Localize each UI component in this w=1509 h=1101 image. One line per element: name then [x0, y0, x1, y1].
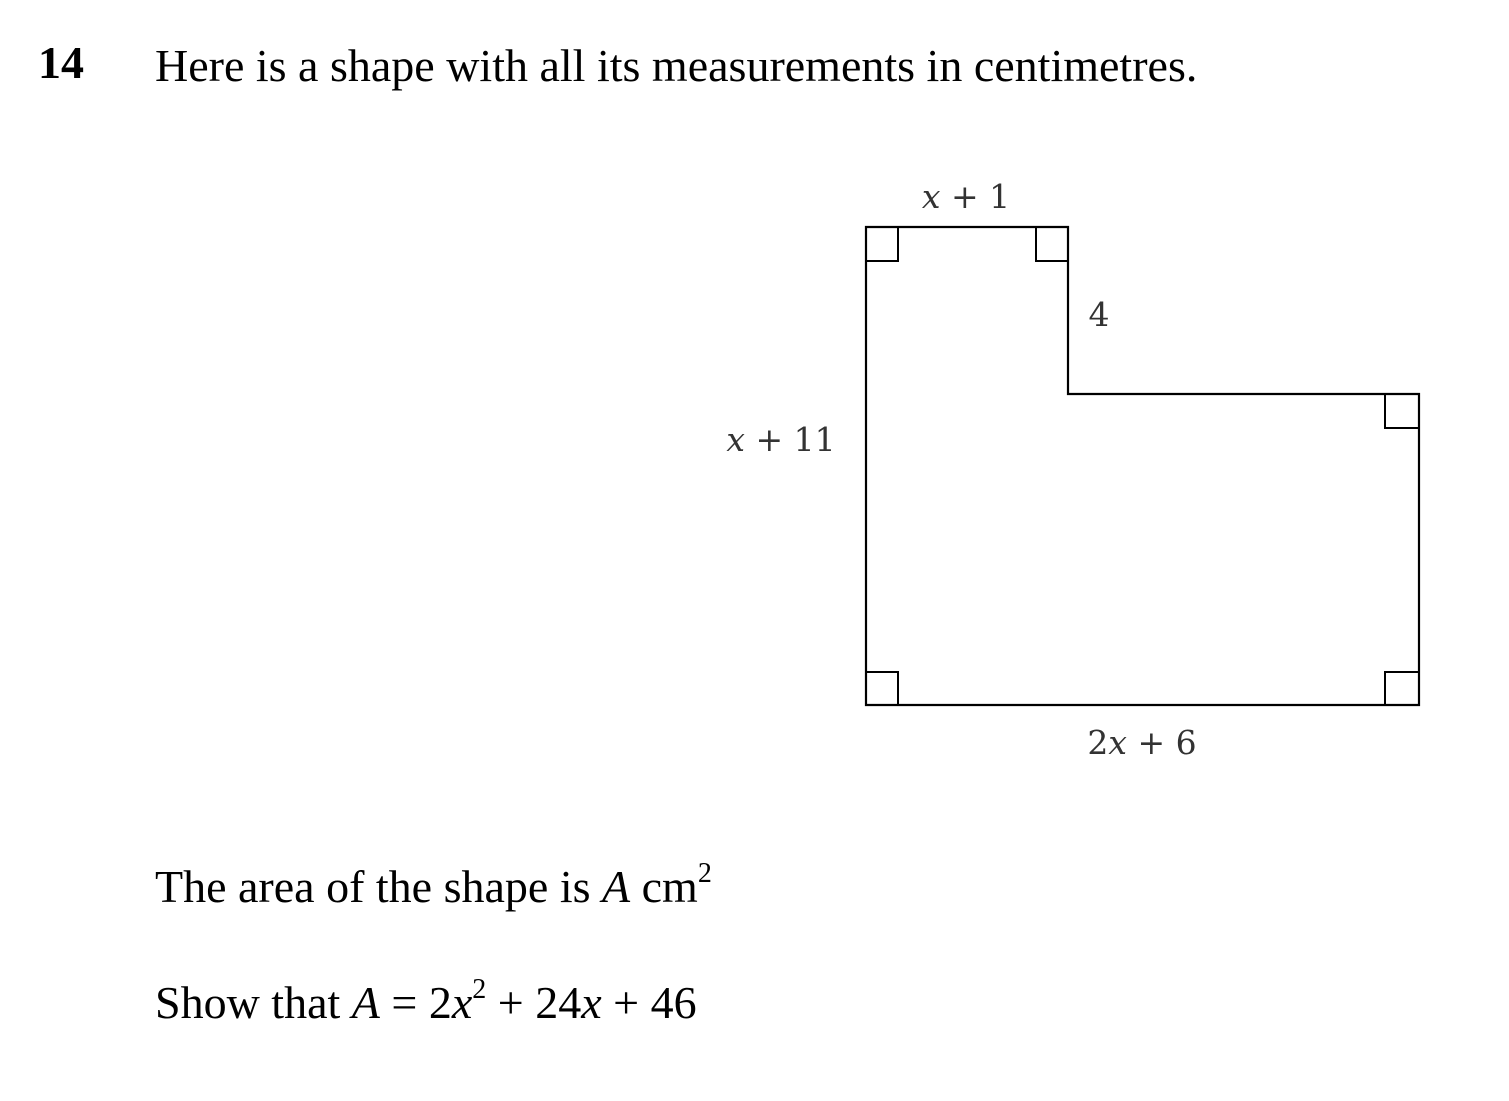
area-statement: The area of the shape is A $cm^2$: [155, 858, 712, 912]
right-angle-marker-top-right: [1036, 227, 1068, 261]
label-step-height: 4: [1088, 295, 1110, 334]
right-angle-marker-bottom-right: [1385, 672, 1419, 705]
shape-outline: [866, 227, 1419, 705]
right-angle-marker-bottom-left: [866, 672, 898, 705]
question-intro: Here is a shape with all its measurements in centimetres.: [155, 40, 1198, 91]
label-top-width: x + 1: [921, 177, 1011, 216]
question-number: 14: [38, 37, 84, 88]
label-left-height: x + 11: [726, 420, 836, 459]
label-bottom-width: 2x + 6: [1087, 723, 1197, 762]
right-angle-marker-step: [1385, 394, 1419, 428]
right-angle-marker-top-left: [866, 227, 898, 261]
show-that-task: Show that $A = 2x^2 + 24x + 46$: [155, 974, 697, 1028]
